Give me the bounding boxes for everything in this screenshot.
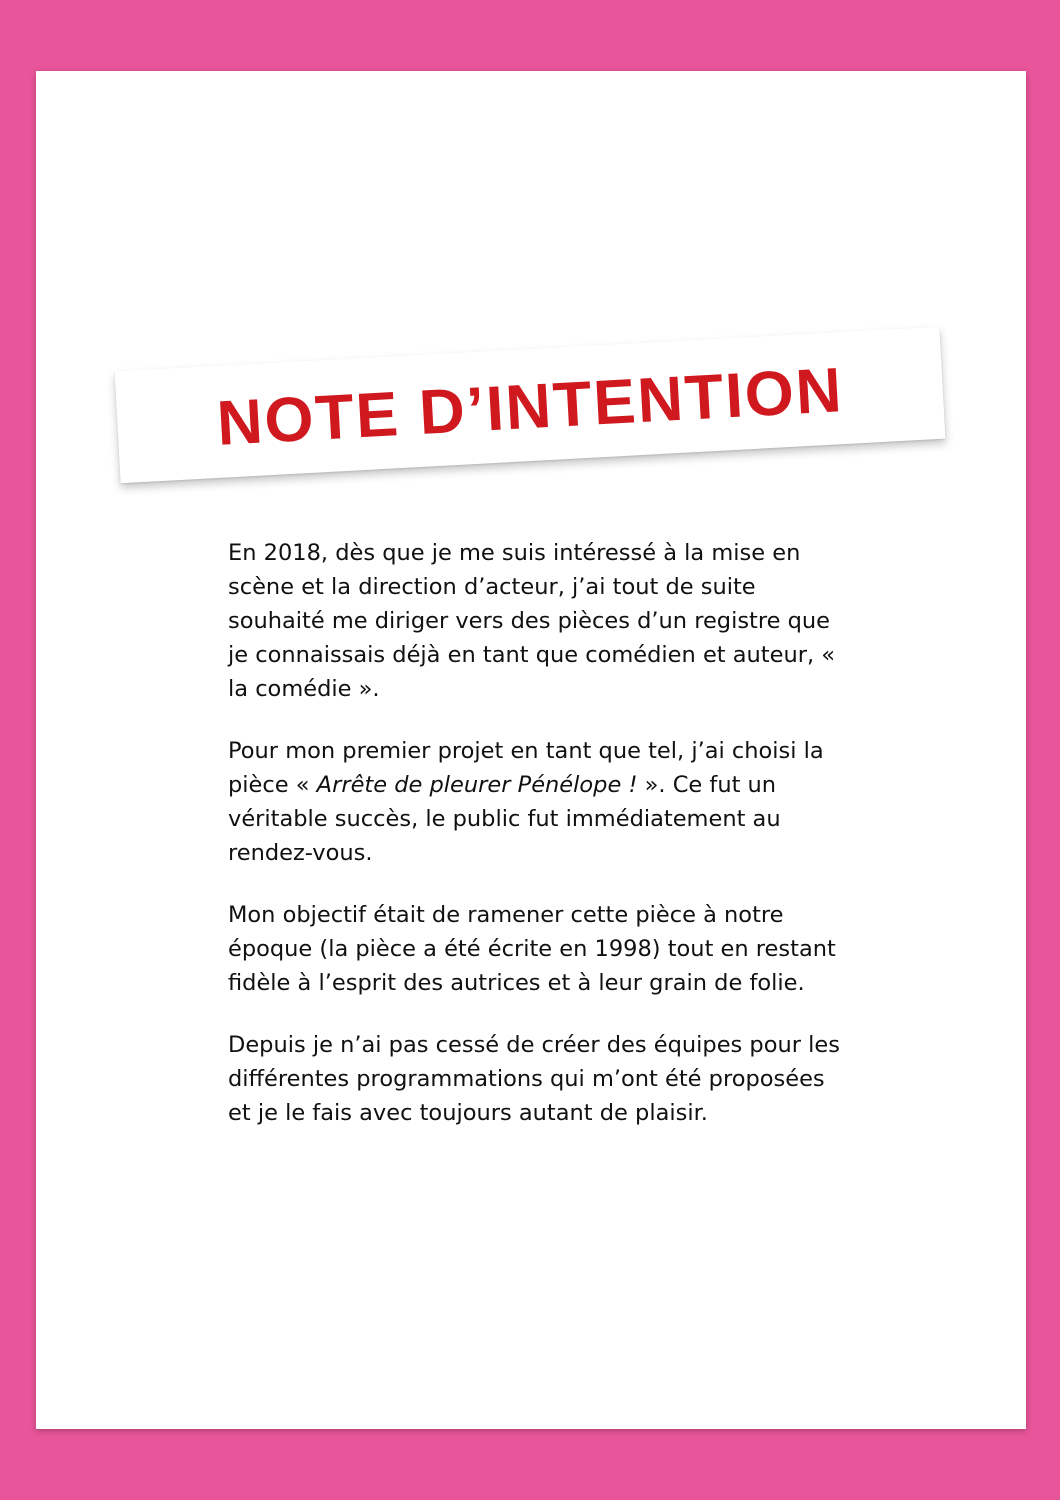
play-title: Arrête de pleurer Pénélope !: [316, 772, 638, 798]
paragraph-3: Mon objectif était de ramener cette pièce à notre époque (la pièce a été écrite en 1998) tout en restant fidèle à l’esprit des autrices et à leur grain de folie.: [228, 902, 836, 996]
paragraph-2-before: Pour mon premier projet en tant que tel, j’ai choisi la pièce «: [228, 738, 824, 798]
body-text: [228, 536, 848, 1158]
paragraph-1: En 2018, dès que je me suis intéressé à la mise en scène et la direction d’acteur, j’ai tout de suite souhaité me diriger vers des pièces d’un registre que je connaissais déjà en tant que comédien et auteur, « la comédie ».: [228, 540, 836, 702]
paragraph-2-after: ». Ce fut un véritable succès, le public fut immédiatement au rendez-vous.: [228, 772, 781, 866]
page-title: NOTE D’INTENTION: [215, 355, 846, 459]
paragraph-2: [228, 734, 848, 870]
paragraph-4: Depuis je n’ai pas cessé de créer des équipes pour les différentes programmations qui m’ont été proposées et je le fais avec toujours autant de plaisir.: [228, 1032, 840, 1126]
